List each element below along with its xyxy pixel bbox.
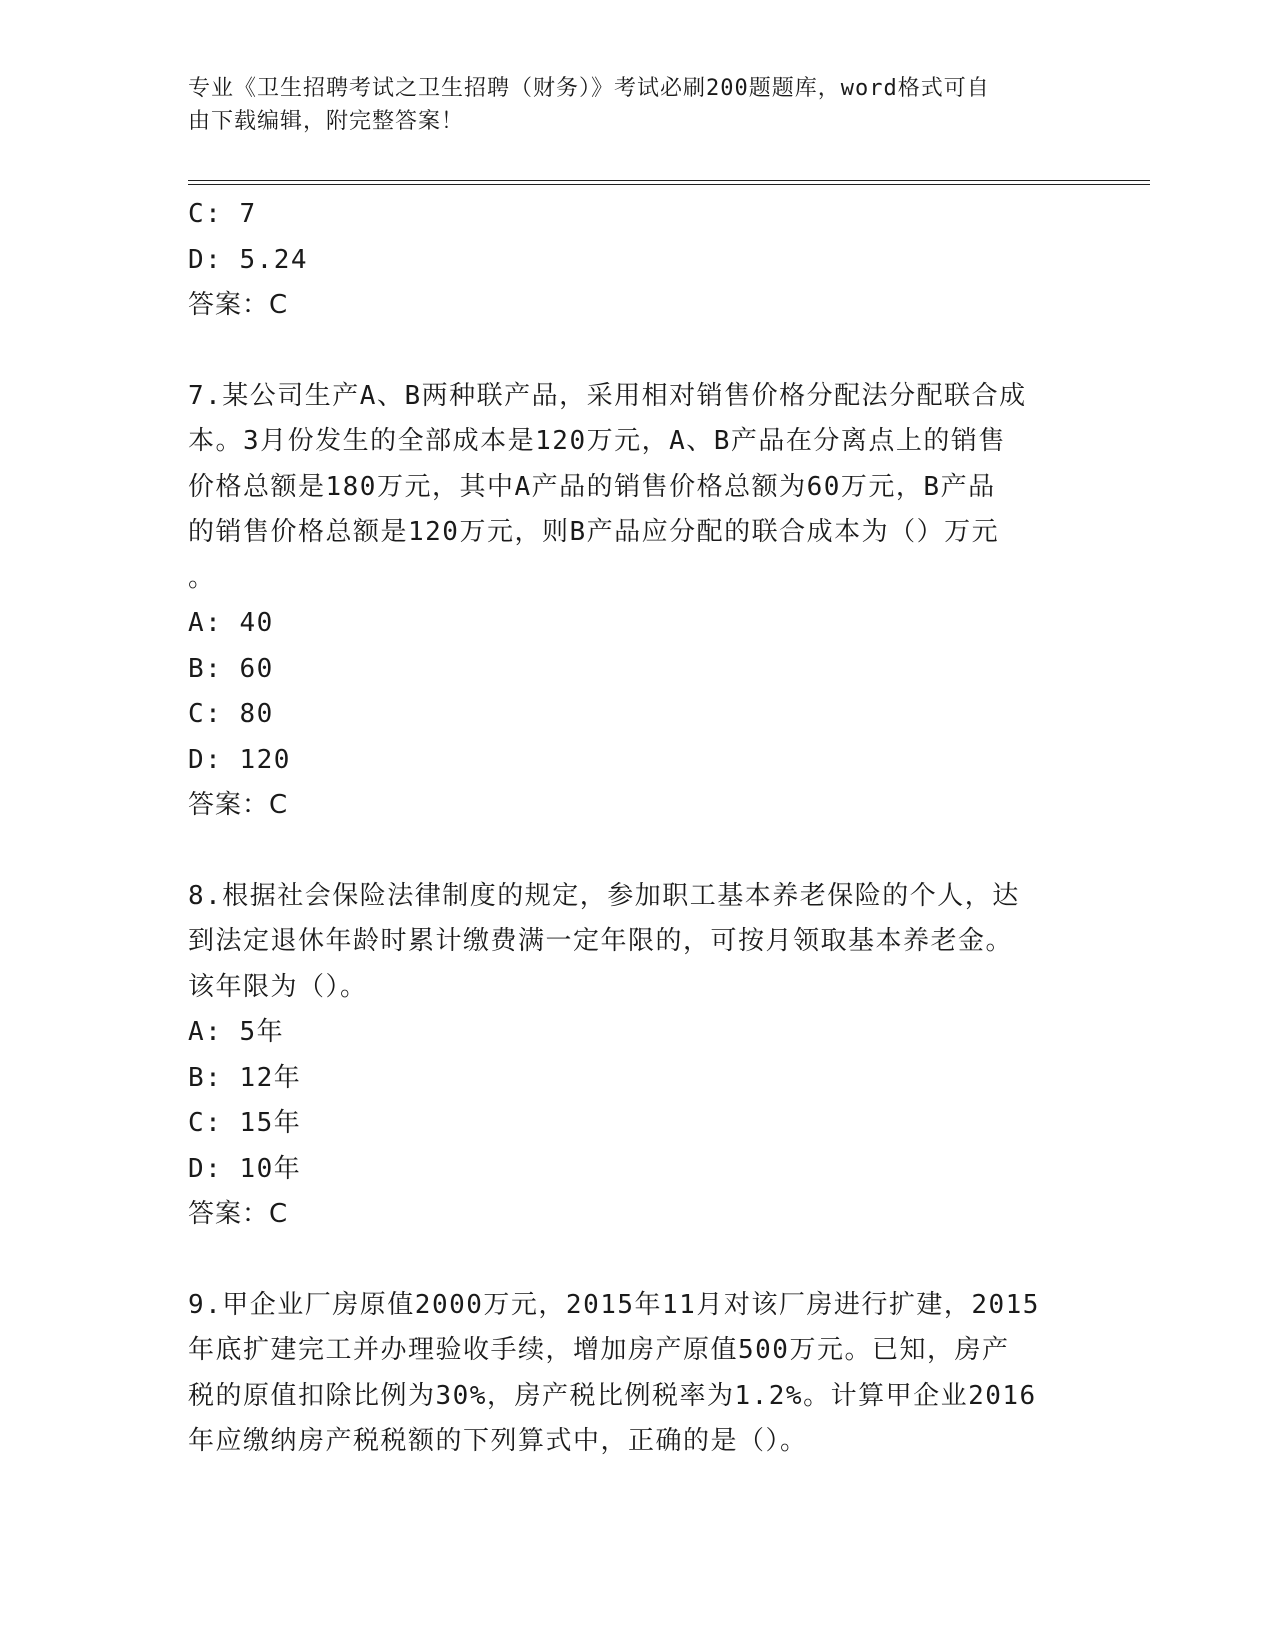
stem-line: 8.根据社会保险法律制度的规定，参加职工基本养老保险的个人，达: [188, 880, 1020, 911]
option-d: D: 120: [188, 744, 291, 775]
question-6-continued: [188, 192, 1088, 329]
stem-line: 该年限为（）。: [188, 971, 368, 1002]
answer: 答案：C: [188, 290, 289, 320]
header-line-2: 由下载编辑，附完整答案！: [188, 109, 465, 134]
option-d: D: 10年: [188, 1153, 302, 1184]
stem-line: 本。3月份发生的全部成本是120万元，A、B产品在分离点上的销售: [188, 426, 1006, 456]
header-divider: [188, 180, 1150, 185]
spacer: [188, 329, 1088, 374]
option-a: A: 40: [188, 608, 274, 638]
answer: 答案：C: [188, 790, 289, 820]
stem-line: 9.甲企业厂房原值2000万元，2015年11月对该厂房进行扩建，2015: [188, 1289, 1040, 1320]
question-7: [188, 374, 1088, 829]
option-c: C: 7: [188, 199, 257, 229]
stem-line: 年应缴纳房产税税额的下列算式中，正确的是（）。: [188, 1426, 808, 1456]
stem-line: 7.某公司生产A、B两种联产品，采用相对销售价格分配法分配联合成: [188, 380, 1027, 411]
option-b: B: 12年: [188, 1062, 302, 1093]
stem-line: 年底扩建完工并办理验收手续，增加房产原值500万元。已知，房产: [188, 1335, 1010, 1365]
stem-line: 税的原值扣除比例为30%，房产税比例税率为1.2%。计算甲企业2016: [188, 1380, 1037, 1411]
question-stem: [188, 374, 1088, 602]
stem-line: 价格总额是180万元，其中A产品的销售价格总额为60万元，B产品: [188, 471, 996, 502]
spacer: [188, 1238, 1088, 1283]
question-9: [188, 1283, 1088, 1465]
stem-line: 的销售价格总额是120万元，则B产品应分配的联合成本为（）万元: [188, 517, 1000, 547]
question-stem: [188, 1283, 1088, 1465]
stem-line: 。: [188, 562, 216, 593]
option-c: C: 15年: [188, 1108, 302, 1138]
document-body: [188, 192, 1088, 1465]
question-8: [188, 874, 1088, 1238]
option-c: C: 80: [188, 699, 274, 729]
option-b: B: 60: [188, 653, 274, 684]
option-d: D: 5.24: [188, 244, 309, 275]
header-line-1: 专业《卫生招聘考试之卫生招聘（财务）》考试必刷200题题库，word格式可自: [188, 76, 990, 101]
spacer: [188, 829, 1088, 874]
option-a: A: 5年: [188, 1017, 285, 1047]
stem-line: 到法定退休年龄时累计缴费满一定年限的，可按月领取基本养老金。: [188, 926, 1014, 956]
question-stem: [188, 874, 1088, 1011]
answer: 答案：C: [188, 1199, 289, 1229]
page-header: [188, 72, 1068, 138]
